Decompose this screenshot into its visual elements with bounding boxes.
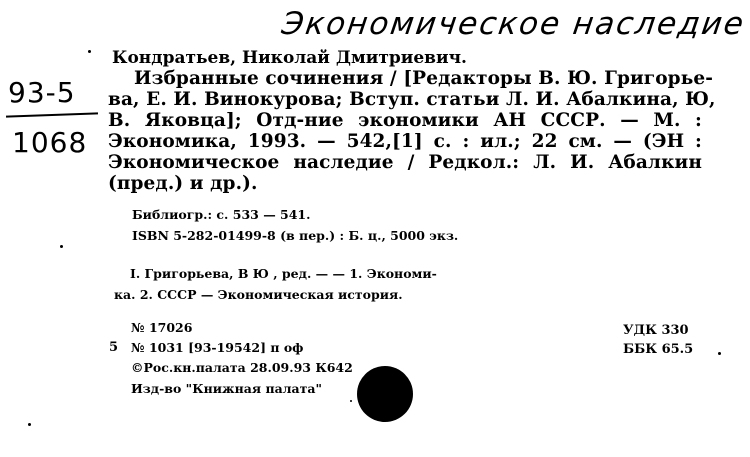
ink-speck: [28, 423, 31, 426]
description-line: В. Яковца]; Отд-ние экономики АН СССР. — М. :: [108, 110, 702, 131]
ink-speck: [88, 50, 91, 53]
description-line: Избранные сочинения / [Редакторы В. Ю. Григорье-: [134, 68, 714, 89]
order-number: № 1031 [93-19542] п оф: [131, 340, 304, 355]
copyright-line: ©Рос.кн.палата 28.09.93 К642: [131, 360, 353, 375]
handwritten-series-title: Экономическое наследие: [279, 6, 748, 42]
ink-speck: [60, 245, 63, 248]
ink-speck: [350, 400, 352, 402]
author-heading: Кондратьев, Николай Дмитриевич.: [112, 48, 467, 68]
udc-code: УДК 330: [623, 323, 689, 338]
tracings-line-1: I. Григорьева, В Ю , ред. — — 1. Экономи-: [130, 266, 437, 281]
description-line: Экономика, 1993. — 542,[1] с. : ил.; 22 см. — (ЭН :: [108, 131, 702, 152]
ink-speck: [718, 352, 721, 355]
ink-blot: [357, 366, 413, 422]
copy-count: 5: [109, 340, 119, 355]
accession-number: № 17026: [131, 320, 193, 335]
handwritten-shelf-mark-top: 93-5: [8, 76, 76, 109]
tracings-line-2: ка. 2. СССР — Экономическая история.: [114, 287, 403, 302]
handwritten-shelf-mark-bottom: 1068: [12, 126, 88, 159]
shelf-mark-divider: [6, 112, 98, 117]
bibliographic-description: [108, 68, 716, 194]
description-line: (пред.) и др.).: [108, 173, 258, 194]
bibliography-note: Библиогр.: с. 533 — 541.: [132, 207, 311, 222]
bbk-code: ББК 65.5: [623, 342, 694, 357]
description-line: Экономическое наследие / Редкол.: Л. И. Абалкин: [108, 152, 702, 173]
publisher-line: Изд-во "Книжная палата": [131, 381, 322, 396]
isbn-line: ISBN 5-282-01499-8 (в пер.) : Б. ц., 5000 экз.: [132, 228, 459, 243]
description-line: ва, Е. И. Винокурова; Вступ. статьи Л. И. Абалкина, Ю,: [108, 89, 716, 110]
